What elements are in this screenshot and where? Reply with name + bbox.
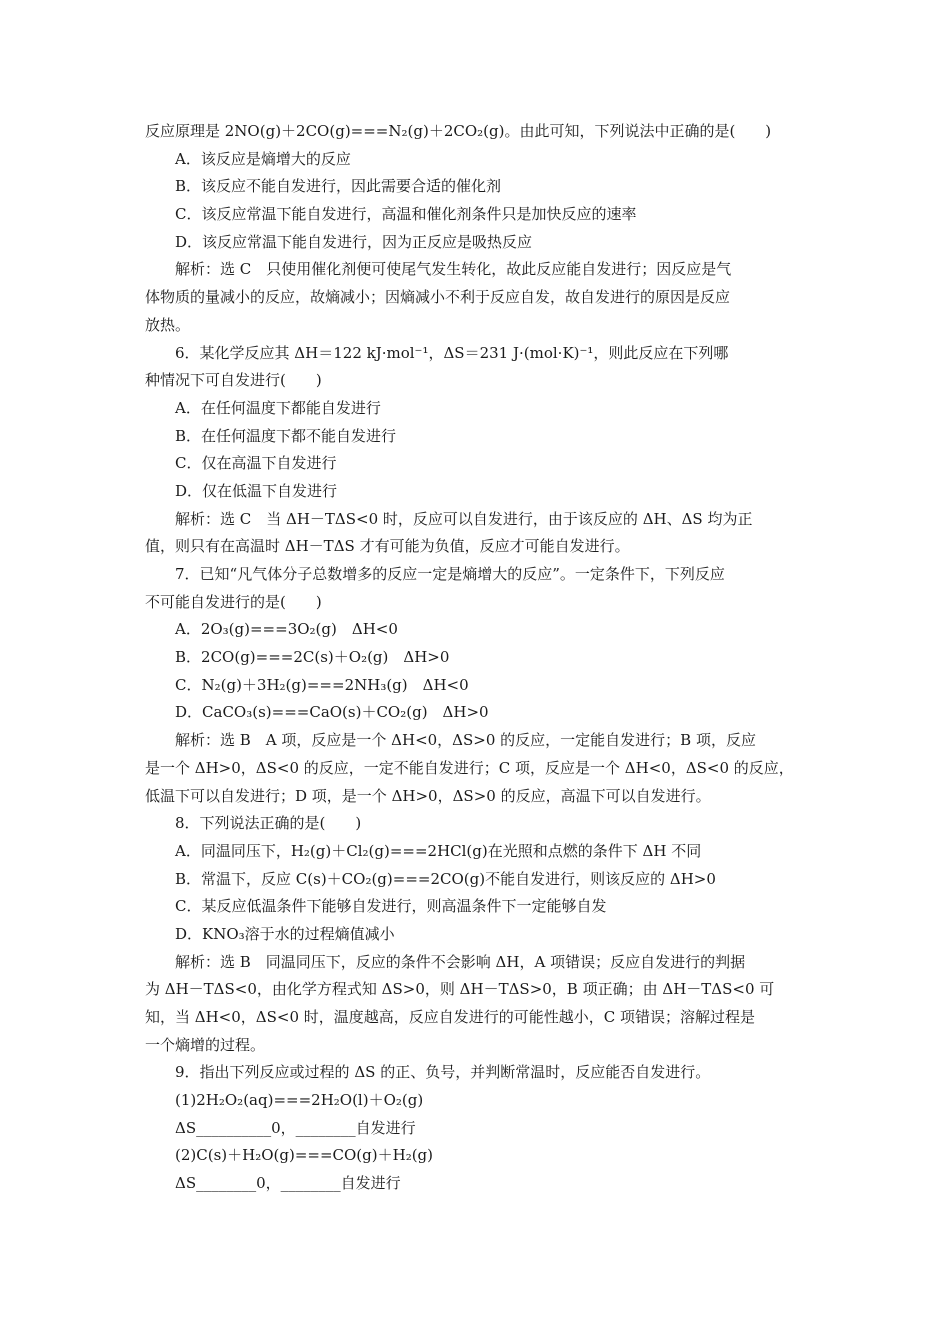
- text-line: ΔS________0，________自发进行: [175, 1174, 401, 1193]
- text-line: A．在任何温度下都能自发进行: [175, 398, 381, 417]
- text-line: D．KNO₃溶于水的过程熵值减小: [175, 924, 395, 943]
- text-line: 7．已知“凡气体分子总数增多的反应一定是熵增大的反应”。一定条件下，下列反应: [175, 565, 725, 583]
- text-line: 是一个 ΔH>0，ΔS<0 的反应，一定不能自发进行；C 项，反应是一个 ΔH<0，ΔS<0 的反应，: [145, 758, 794, 777]
- text-line: 解析：选 B A 项，反应是一个 ΔH<0，ΔS>0 的反应，一定能自发进行；B 项，反应: [175, 731, 756, 750]
- text-line: 反应原理是 2NO(g)＋2CO(g)===N₂(g)＋2CO₂(g)。由此可知，下列说法中正确的是( ): [145, 122, 772, 140]
- text-line: 体物质的量减小的反应，故熵减小；因熵减小不利于反应自发，故自发进行的原因是反应: [145, 288, 731, 307]
- text-line: 为 ΔH－TΔS<0，由化学方程式知 ΔS>0，则 ΔH－TΔS>0，B 项正确；由 ΔH－TΔS<0 可: [145, 980, 775, 999]
- text-line: A．该反应是熵增大的反应: [175, 149, 351, 168]
- text-line: 知，当 ΔH<0，ΔS<0 时，温度越高，反应自发进行的可能性越小，C 项错误；溶解过程是: [145, 1008, 756, 1026]
- text-line: A．2O₃(g)===3O₂(g) ΔH<0: [175, 620, 398, 639]
- text-line: B．常温下，反应 C(s)＋CO₂(g)===2CO(g)不能自发进行，则该反应的 ΔH>0: [175, 869, 716, 888]
- text-line: C．仅在高温下自发进行: [175, 454, 337, 473]
- text-line: B．该反应不能自发进行，因此需要合适的催化剂: [175, 177, 502, 196]
- text-line: 一个熵增的过程。: [145, 1035, 266, 1054]
- text-line: (1)2H₂O₂(aq)===2H₂O(l)＋O₂(g): [175, 1091, 424, 1110]
- document-page: [145, 118, 810, 1198]
- text-line: D．仅在低温下自发进行: [175, 481, 338, 500]
- text-line: 解析：选 B 同温同压下，反应的条件不会影响 ΔH，A 项错误；反应自发进行的判据: [175, 952, 746, 971]
- text-line: 解析：选 C 当 ΔH－TΔS<0 时，反应可以自发进行，由于该反应的 ΔH、ΔS 均为正: [175, 509, 753, 528]
- text-line: 低温下可以自发进行；D 项，是一个 ΔH>0，ΔS>0 的反应，高温下可以自发进行。: [145, 786, 711, 805]
- text-line: C．N₂(g)＋3H₂(g)===2NH₃(g) ΔH<0: [175, 675, 469, 694]
- text-line: D．CaCO₃(s)===CaO(s)＋CO₂(g) ΔH>0: [175, 703, 489, 722]
- text-line: B．2CO(g)===2C(s)＋O₂(g) ΔH>0: [175, 648, 450, 667]
- text-line: B．在任何温度下都不能自发进行: [175, 426, 397, 445]
- text-line: 值，则只有在高温时 ΔH－TΔS 才有可能为负值，反应才可能自发进行。: [145, 537, 630, 556]
- text-line: C．该反应常温下能自发进行，高温和催化剂条件只是加快反应的速率: [175, 205, 637, 224]
- text-line: 解析：选 C 只使用催化剂便可使尾气发生转化，故此反应能自发进行；因反应是气: [175, 260, 732, 279]
- text-line: 6．某化学反应其 ΔH＝122 kJ·mol⁻¹，ΔS＝231 J·(mol·K)⁻¹，则此反应在下列哪: [175, 343, 729, 362]
- text-line: A．同温同压下，H₂(g)＋Cl₂(g)===2HCl(g)在光照和点燃的条件下 ΔH 不同: [175, 841, 702, 860]
- text-line: (2)C(s)＋H₂O(g)===CO(g)＋H₂(g): [175, 1146, 434, 1165]
- text-line: 8．下列说法正确的是( ): [175, 814, 362, 833]
- text-line: 种情况下可自发进行( ): [145, 371, 322, 390]
- text-line: 9．指出下列反应或过程的 ΔS 的正、负号，并判断常温时，反应能否自发进行。: [175, 1063, 711, 1082]
- text-line: 不可能自发进行的是( ): [145, 592, 322, 611]
- text-line: C．某反应低温条件下能够自发进行，则高温条件下一定能够自发: [175, 897, 607, 916]
- text-line: 放热。: [145, 315, 191, 334]
- text-line: ΔS__________0，________自发进行: [175, 1118, 416, 1137]
- text-line: D．该反应常温下能自发进行，因为正反应是吸热反应: [175, 232, 533, 251]
